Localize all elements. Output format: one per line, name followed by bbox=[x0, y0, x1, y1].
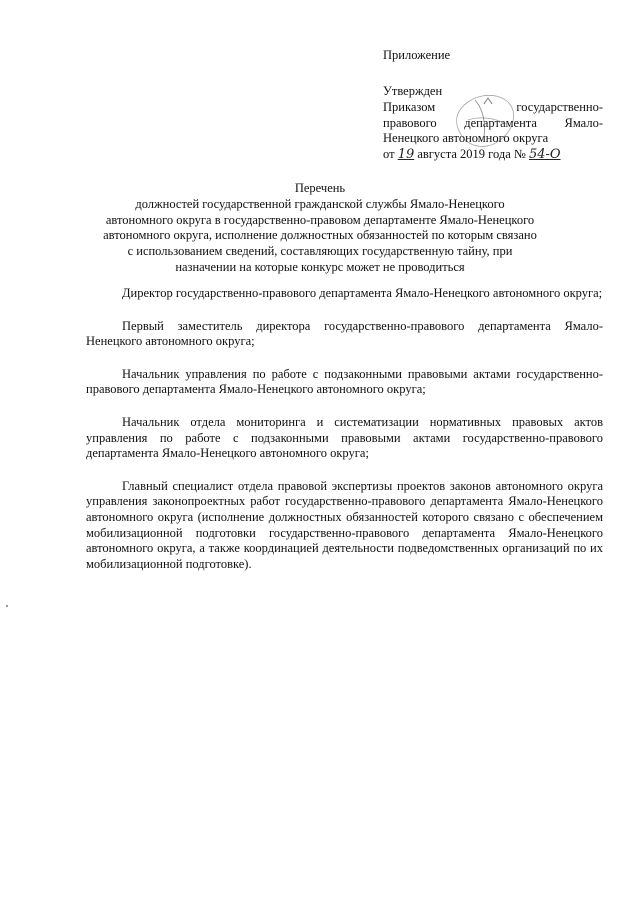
document-title-block bbox=[80, 181, 560, 276]
position-item: Директор государственно-правового департамента Ямало-Ненецкого автономного округа; bbox=[122, 286, 603, 300]
subtitle-line: автономного округа в государственно-правовом департаменте Ямало-Ненецкого bbox=[105, 212, 535, 227]
annex-label: Приложение bbox=[383, 48, 451, 62]
positions-list bbox=[86, 286, 603, 572]
approval-date-line bbox=[383, 147, 603, 163]
subtitle-line: назначении на которые конкурс может не проводиться bbox=[175, 259, 465, 274]
position-item: Начальник управления по работе с подзаконными правовыми актами государственно-правового департамента Ямало-Ненецкого автономного округа; bbox=[86, 366, 603, 397]
position-item: Главный специалист отдела правовой экспертизы проектов законов автономного округа управления законопроектных работ государственно-правового департамента Ямало-Ненецкого автономного округа (исполнение должностных обязанностей которого связано с обеспечением мобилизационной подготовки государственно-правового департамента Ямало-Ненецкого автономного округа, а также координацией деятельности подведомственных организаций по их мобилизационной подготовке). bbox=[86, 478, 603, 571]
document-title: Перечень bbox=[294, 181, 346, 195]
approval-stamp-text bbox=[383, 84, 603, 163]
approval-line: Приказом государственно- bbox=[383, 99, 603, 114]
position-item: Первый заместитель директора государственно-правового департамента Ямало-Ненецкого автономного округа; bbox=[86, 318, 603, 349]
order-number-handwritten: 54-О bbox=[528, 147, 561, 163]
subtitle-line: должностей государственной гражданской службы Ямало-Ненецкого bbox=[135, 196, 505, 211]
subtitle-line: с использованием сведений, составляющих государственную тайну, при bbox=[127, 244, 513, 259]
date-middle: августа 2019 года № bbox=[417, 147, 526, 162]
date-prefix: от bbox=[383, 147, 395, 162]
approval-line: Утвержден bbox=[383, 84, 443, 98]
date-day-handwritten: 19 bbox=[397, 147, 415, 163]
subtitle-line: автономного округа, исполнение должностных обязанностей по которым связано bbox=[103, 228, 537, 243]
position-item: Начальник отдела мониторинга и систематизации нормативных правовых актов управления по работе с подзаконными правовыми актами государственно-правового департамента Ямало-Ненецкого автономного округа; bbox=[86, 414, 603, 461]
approval-line: правового департамента Ямало- bbox=[383, 115, 603, 130]
margin-dot bbox=[6, 605, 8, 607]
approval-line: Ненецкого автономного округа bbox=[383, 131, 549, 146]
